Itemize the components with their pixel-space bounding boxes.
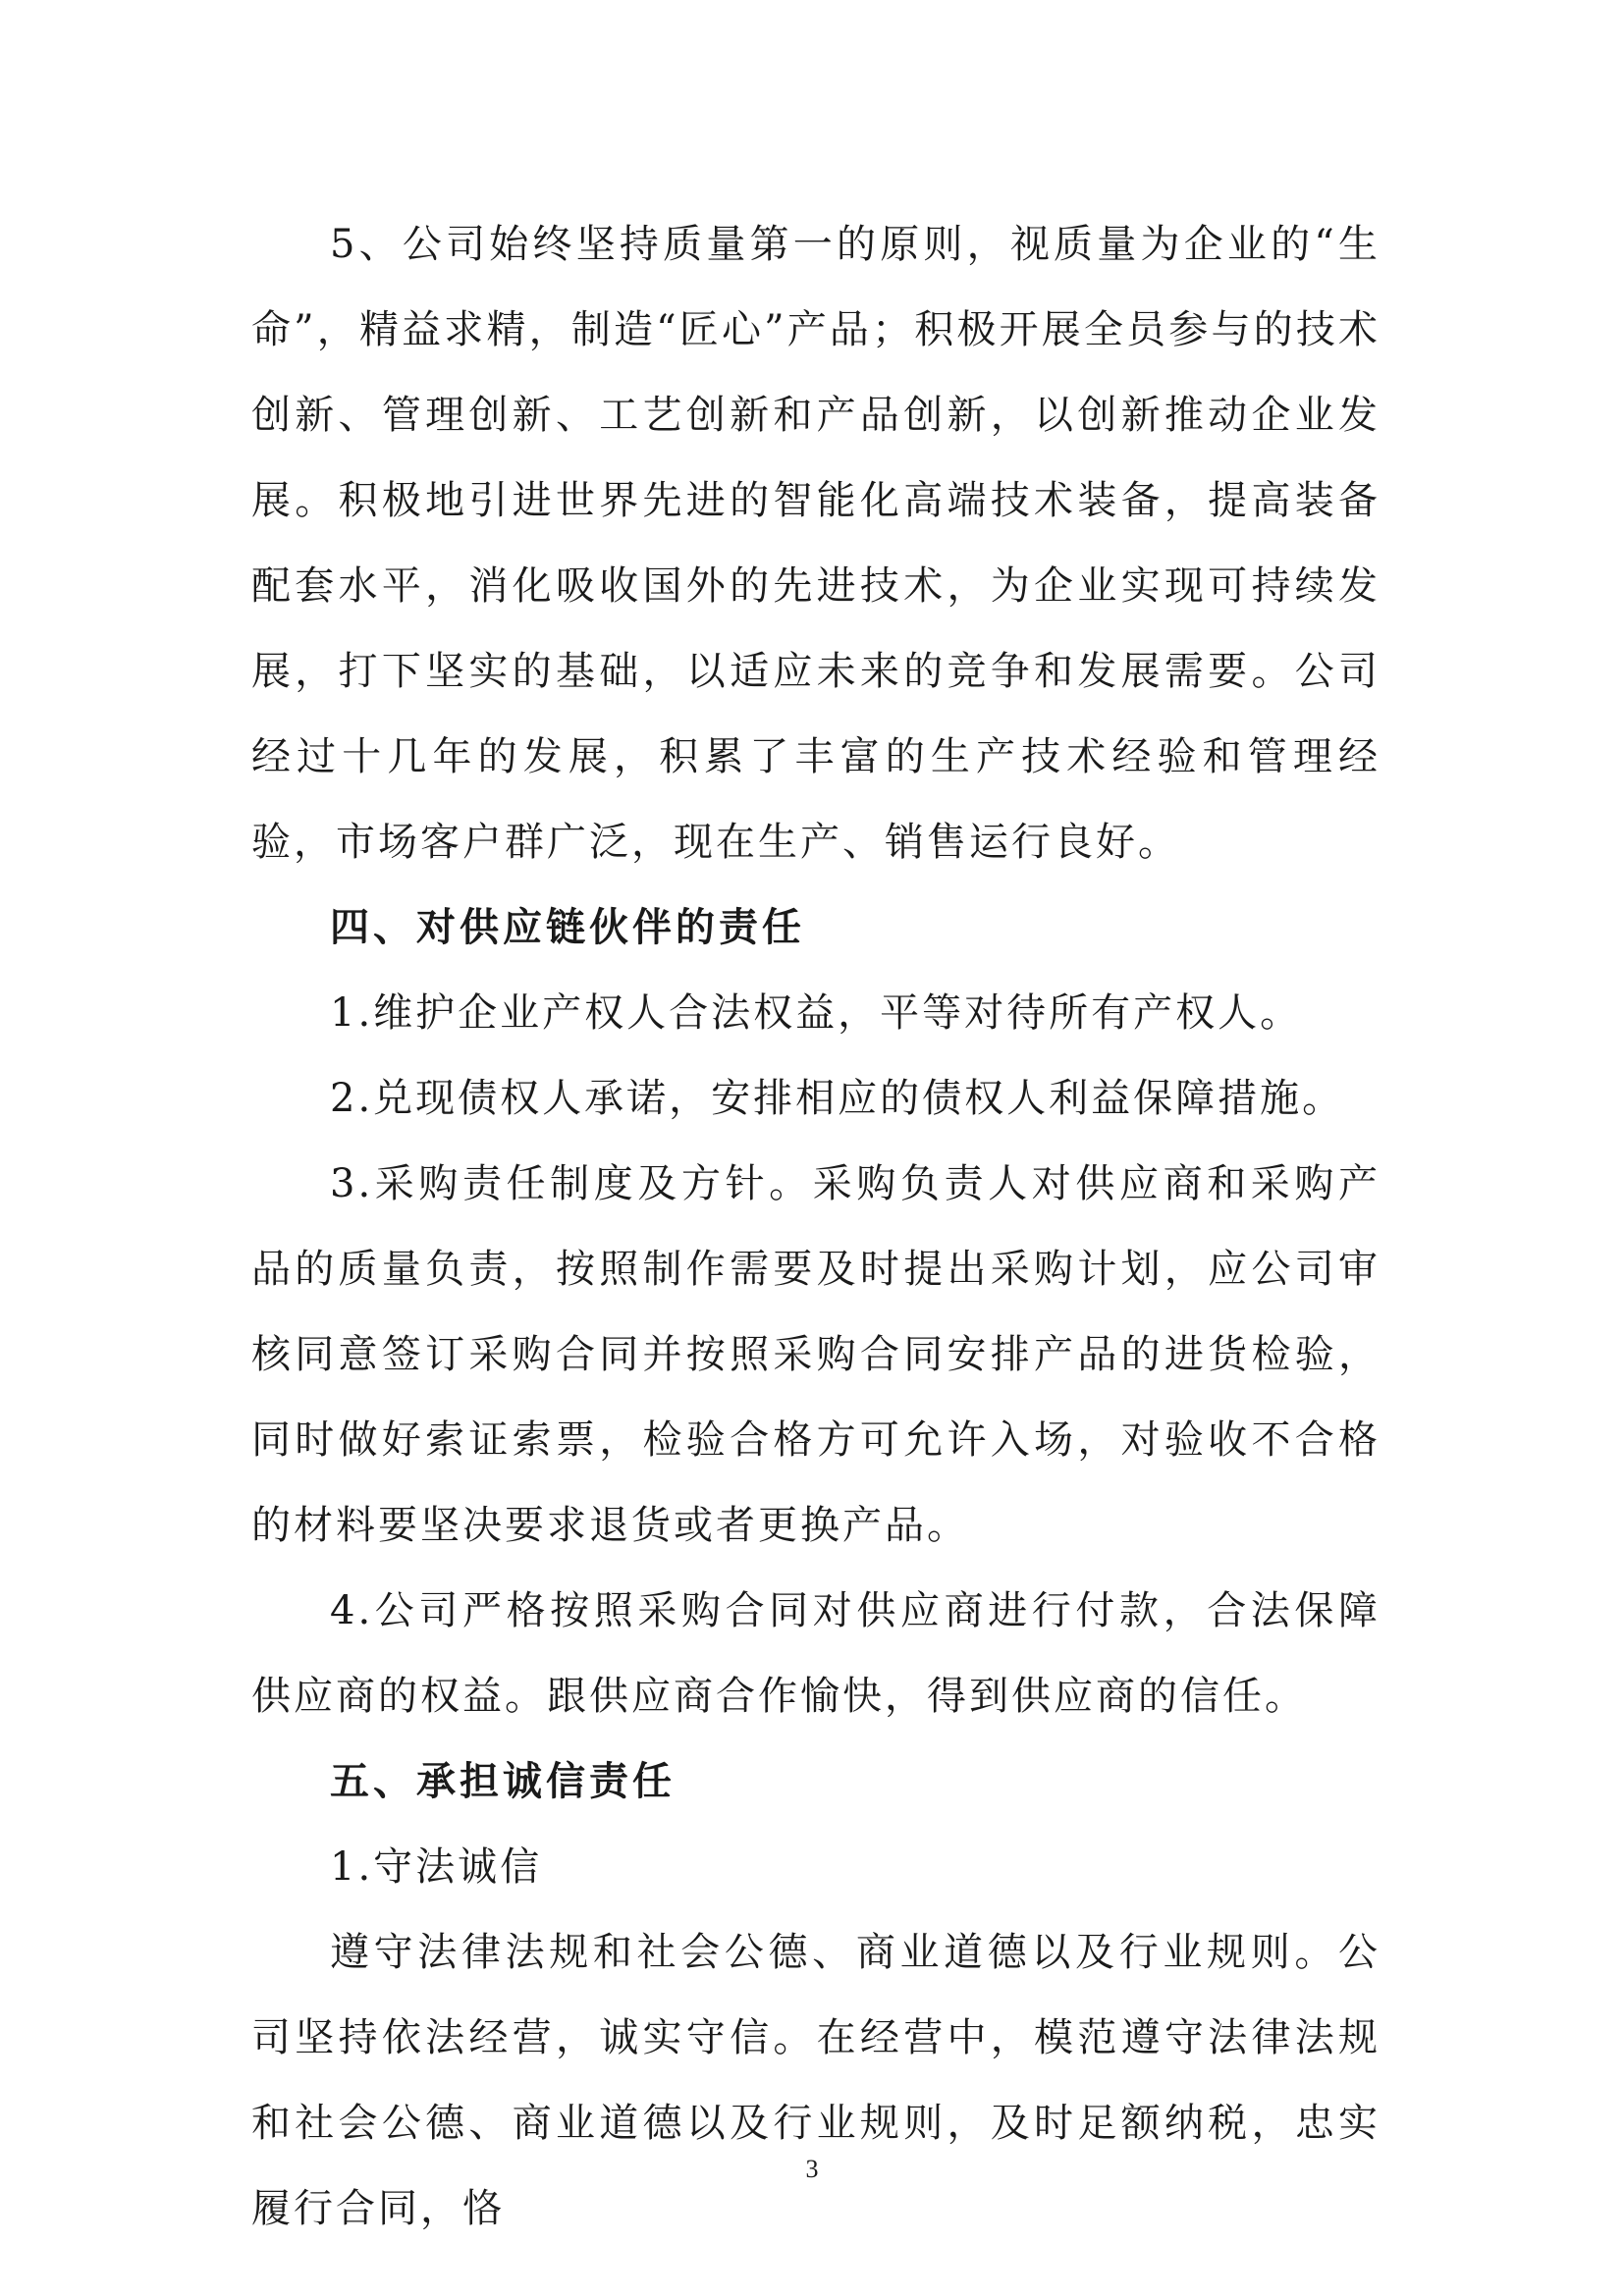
paragraph-supplier-payment: 4.公司严格按照采购合同对供应商进行付款，合法保障供应商的权益。跟供应商合作愉快，得到供应商的信任。 (251, 1588, 1380, 1719)
paragraph-creditor-commitment: 2.兑现债权人承诺，安排相应的债权人利益保障措施。 (330, 1076, 1345, 1121)
section-heading-supply-chain: 四、对供应链伙伴的责任 (330, 905, 805, 950)
page-number: 3 (805, 2155, 819, 2183)
section-heading-integrity: 五、承担诚信责任 (330, 1759, 676, 1804)
paragraph-law-integrity-body: 遵守法律法规和社会公德、商业道德以及行业规则。公司坚持依法经营，诚实守信。在经营中，模范遵守法律法规和社会公德、商业道德以及行业规则，及时足额纳税，忠实履行合同，恪 (251, 1930, 1380, 2231)
paragraph-law-integrity-title: 1.守法诚信 (330, 1844, 543, 1890)
document-body (251, 202, 1380, 2252)
paragraph-procurement-policy: 3.采购责任制度及方针。采购负责人对供应商和采购产品的质量负责，按照制作需要及时提出采购计划，应公司审核同意签订采购合同并按照采购合同安排产品的进货检验，同时做好索证索票，检验合格方可允许入场，对验收不合格的材料要坚决要求退货或者更换产品。 (251, 1161, 1380, 1548)
paragraph-quality-principle: 5、公司始终坚持质量第一的原则，视质量为企业的“生命”，精益求精，制造“匠心”产品；积极开展全员参与的技术创新、管理创新、工艺创新和产品创新，以创新推动企业发展。积极地引进世界先进的智能化高端技术装备，提高装备配套水平，消化吸收国外的先进技术，为企业实现可持续发展，打下坚实的基础，以适应未来的竞争和发展需要。公司经过十几年的发展，积累了丰富的生产技术经验和管理经验，市场客户群广泛，现在生产、销售运行良好。 (251, 222, 1380, 865)
paragraph-property-rights: 1.维护企业产权人合法权益，平等对待所有产权人。 (330, 990, 1303, 1036)
